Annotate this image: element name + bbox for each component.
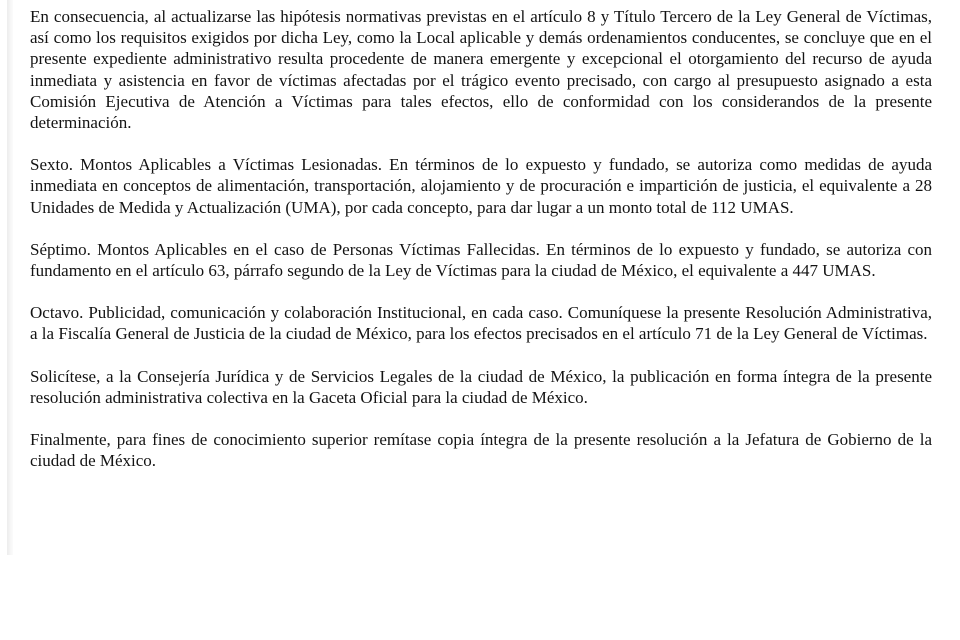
scan-edge-artifact bbox=[7, 0, 13, 555]
paragraph-octavo-publicidad: Octavo. Publicidad, comunicación y colaboración Institucional, en cada caso. Comuníquese la presente Resolución Administrativa, a la Fiscalía General de Justicia de la ciudad de México, para los efectos precisados en el artículo 71 de la Ley General de Víctimas. bbox=[30, 303, 932, 344]
paragraph-solicitese-publicacion: Solicítese, a la Consejería Jurídica y de Servicios Legales de la ciudad de México, la publicación en forma íntegra de la presente resolución administrativa colectiva en la Gaceta Oficial para la ciudad de México. bbox=[30, 366, 932, 407]
paragraph-en-consecuencia: En consecuencia, al actualizarse las hipótesis normativas previstas en el artículo 8 y Título Tercero de la Ley General de Víctimas, así como los requisitos exigidos por dicha Ley, como la Local aplicable y demás ordenamientos conducentes, se concluye que en el presente expediente administrativo resulta procedente de manera emergente y excepcional el otorgamiento del recurso de ayuda inmediata y asistencia en favor de víctimas afectadas por el trágico evento precisado, con cargo al presupuesto asignado a esta Comisión Ejecutiva de Atención a Víctimas para tales efectos, ello de conformidad con los considerandos de la presente determinación. bbox=[30, 7, 932, 133]
document-text bbox=[30, 6, 932, 492]
paragraph-sexto-montos-lesionadas: Sexto. Montos Aplicables a Víctimas Lesionadas. En términos de lo expuesto y fundado, se autoriza como medidas de ayuda inmediata en conceptos de alimentación, transportación, alojamiento y de procuración e impartición de justicia, el equivalente a 28 Unidades de Medida y Actualización (UMA), por cada concepto, para dar lugar a un monto total de 112 UMAS. bbox=[30, 155, 932, 217]
paragraph-finalmente-remision: Finalmente, para fines de conocimiento superior remítase copia íntegra de la presente resolución a la Jefatura de Gobierno de la ciudad de México. bbox=[30, 430, 932, 471]
paragraph-septimo-montos-fallecidas: Séptimo. Montos Aplicables en el caso de Personas Víctimas Fallecidas. En términos de lo expuesto y fundado, se autoriza con fundamento en el artículo 63, párrafo segundo de la Ley de Víctimas para la ciudad de México, el equivalente a 447 UMAS. bbox=[30, 239, 932, 281]
